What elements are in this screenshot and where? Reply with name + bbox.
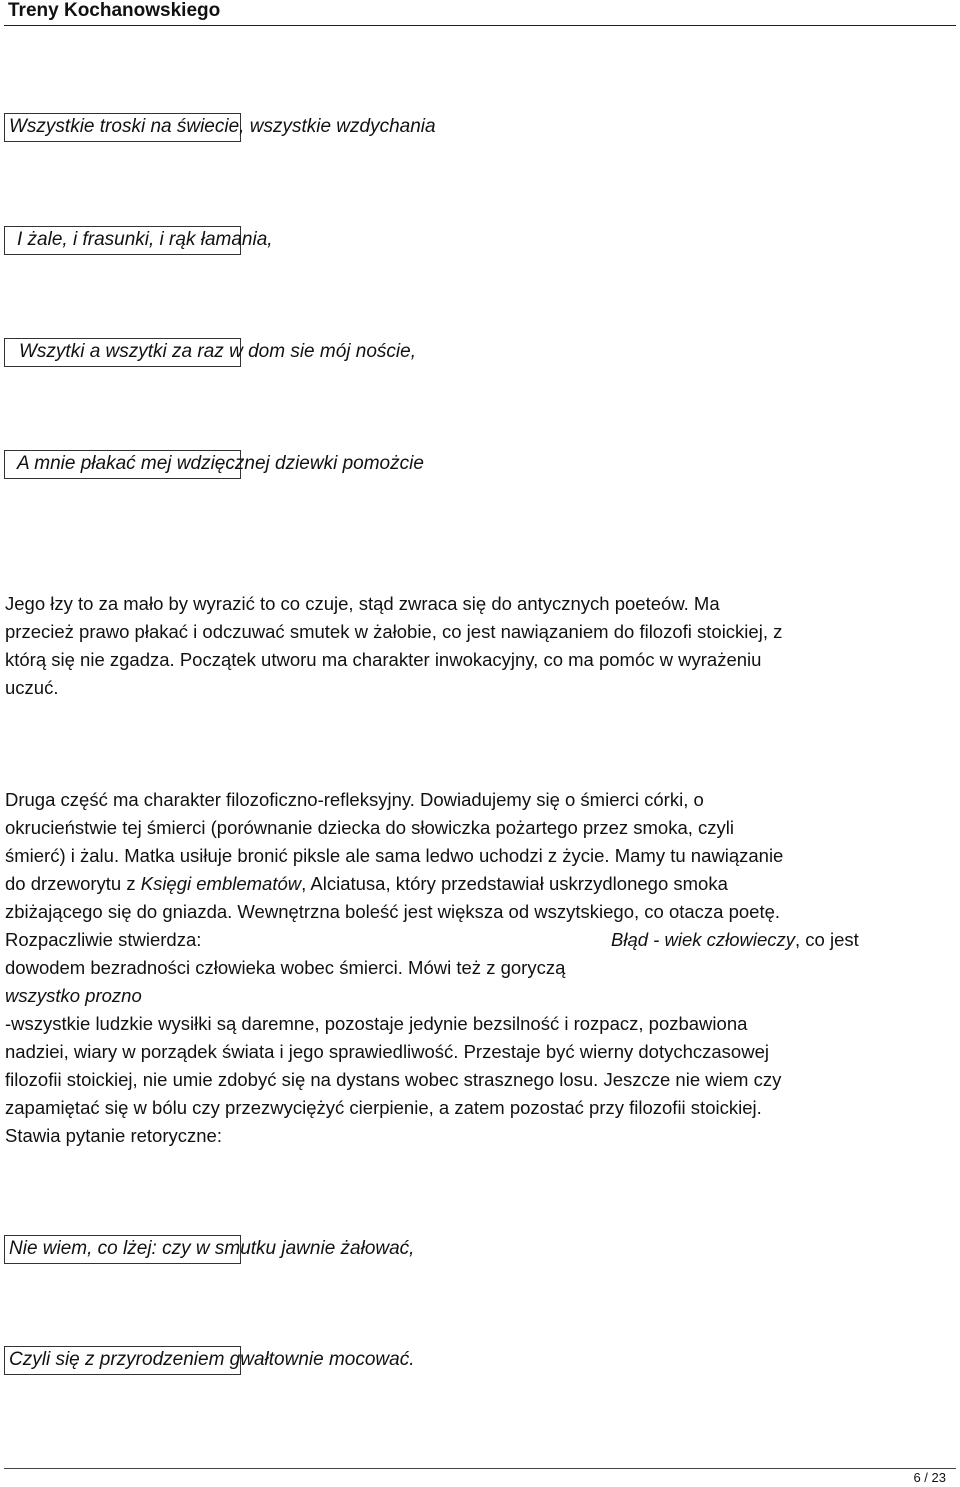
paragraph-2 [5, 786, 955, 1150]
text-line: przecież prawo płakać i odczuwać smutek w żałobie, co jest nawiązaniem do filozofi stoickiej, z [5, 621, 783, 642]
text-line: -wszystkie ludzkie wysiłki są daremne, pozostaje jedynie bezsilność i rozpacz, pozbawiona [5, 1013, 748, 1034]
text-line: zbiżającego się do gniazda. Wewnętrzna boleść jest większa od wszytskiego, co otacza poetę. [5, 901, 781, 922]
text-line [5, 982, 955, 1010]
text-segment: Rozpaczliwie stwierdza: [5, 929, 202, 950]
text-segment: , co jest [795, 929, 859, 950]
verse-line-4: A mnie płakać mej wdzięcznej dziewki pomożcie [17, 453, 424, 474]
text-line: zapamiętać się w bólu czy przezwyciężyć cierpienie, a zatem pozostać przy filozofii stoickiej. [5, 1097, 762, 1118]
text-segment: do drzeworytu z [5, 873, 141, 894]
text-line: Druga część ma charakter filozoficzno-refleksyjny. Dowiadujemy się o śmierci córki, o [5, 789, 704, 810]
quote: wszystko prozno [5, 985, 142, 1006]
text-line: którą się nie zgadza. Początek utworu ma charakter inwokacyjny, co ma pomóc w wyrażeniu [5, 649, 762, 670]
verse-line-5: Nie wiem, co lżej: czy w smutku jawnie żałować, [9, 1238, 415, 1259]
document-title: Treny Kochanowskiego [8, 0, 221, 21]
verse-line-6: Czyli się z przyrodzeniem gwałtownie mocować. [9, 1349, 415, 1370]
text-segment: , Alciatusa, który przedstawiał uskrzydlonego smoka [301, 873, 728, 894]
text-line: Stawia pytanie retoryczne: [5, 1125, 222, 1146]
page-number: 6 / 23 [913, 1470, 946, 1485]
text-line [5, 870, 955, 898]
verse-line-3: Wszytki a wszytki za raz w dom sie mój noście, [19, 341, 416, 362]
book-title: Księgi emblematów [140, 873, 302, 894]
header-divider [4, 25, 956, 26]
text-line [5, 926, 955, 954]
text-line: śmierć) i żalu. Matka usiłuje bronić piksle ale sama ledwo uchodzi z życie. Mamy tu nawiązanie [5, 845, 784, 866]
text-line: nadziei, wiary w porządek świata i jego sprawiedliwość. Przestaje być wierny dotychczasowej [5, 1041, 769, 1062]
text-line: filozofii stoickiej, nie umie zdobyć się na dystans wobec strasznego losu. Jeszcze nie wiem czy [5, 1069, 782, 1090]
quote: Błąd - wiek człowieczy [611, 929, 796, 950]
verse-line-1: Wszystkie troski na świecie, wszystkie wzdychania [9, 116, 436, 137]
text-line: uczuć. [5, 677, 59, 698]
verse-line-2: I żale, i frasunki, i rąk łamania, [17, 229, 273, 250]
paragraph-1 [5, 590, 955, 702]
footer-divider [4, 1468, 956, 1469]
text-line: Jego łzy to za mało by wyrazić to co czuje, stąd zwraca się do antycznych poeteów. Ma [5, 593, 720, 614]
text-line: dowodem bezradności człowieka wobec śmierci. Mówi też z goryczą [5, 957, 566, 978]
text-line: okrucieństwie tej śmierci (porównanie dziecka do słowiczka pożartego przez smoka, czyli [5, 817, 734, 838]
